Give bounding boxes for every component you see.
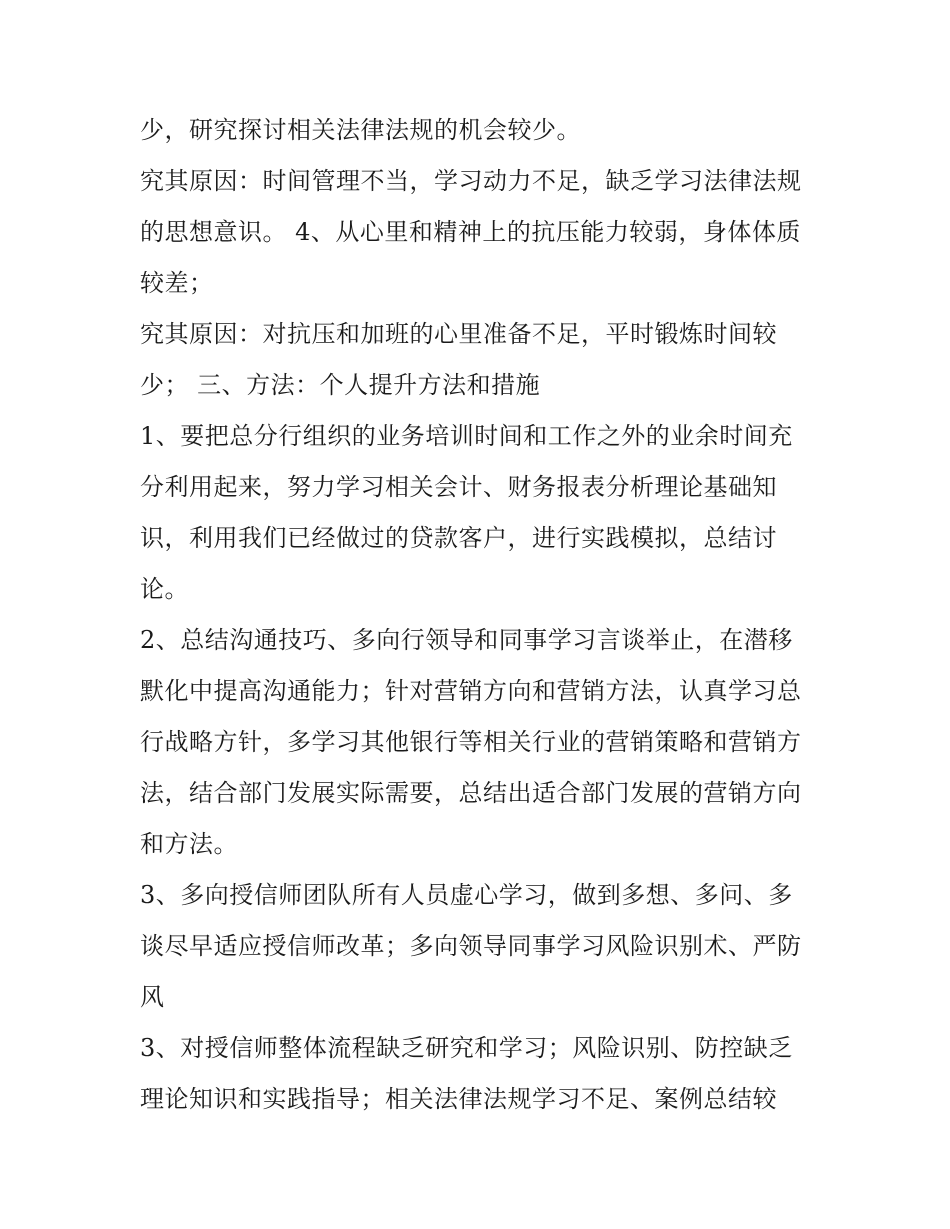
text-line: 和方法。 [140,830,238,858]
text-line: 法，结合部门发展实际需要，总结出适合部门发展的营销方向 [140,779,802,807]
text-line: 1、要把总分行组织的业务培训时间和工作之外的业余时间充 [140,422,793,450]
text-line: 的思想意识。 4、从心里和精神上的抗压能力较弱，身体体质 [140,218,801,246]
text-line: 究其原因：对抗压和加班的心里准备不足，平时锻炼时间较 [140,320,777,348]
text-line: 3、对授信师整体流程缺乏研究和学习；风险识别、防控缺乏 [140,1034,793,1062]
text-line: 谈尽早适应授信师改革；多向领导同事学习风险识别术、严防 [140,932,802,960]
text-line: 少，研究探讨相关法律法规的机会较少。 [140,116,581,144]
text-line: 2、总结沟通技巧、多向行领导和同事学习言谈举止，在潜移 [140,626,793,654]
text-line: 识，利用我们已经做过的贷款客户，进行实践模拟，总结讨 [140,524,777,552]
text-line: 行战略方针，多学习其他银行等相关行业的营销策略和营销方 [140,728,802,756]
text-line: 究其原因：时间管理不当，学习动力不足，缺乏学习法律法规 [140,167,802,195]
text-line: 较差； [140,269,214,297]
text-line: 理论知识和实践指导；相关法律法规学习不足、案例总结较 [140,1085,777,1113]
text-line: 默化中提高沟通能力；针对营销方向和营销方法，认真学习总 [140,677,802,705]
text-line: 论。 [140,575,189,603]
text-line: 分利用起来，努力学习相关会计、财务报表分析理论基础知 [140,473,777,501]
text-line: 少； 三、方法：个人提升方法和措施 [140,371,541,399]
text-line: 3、多向授信师团队所有人员虚心学习，做到多想、多问、多 [140,881,793,909]
text-line: 风 [140,983,165,1011]
